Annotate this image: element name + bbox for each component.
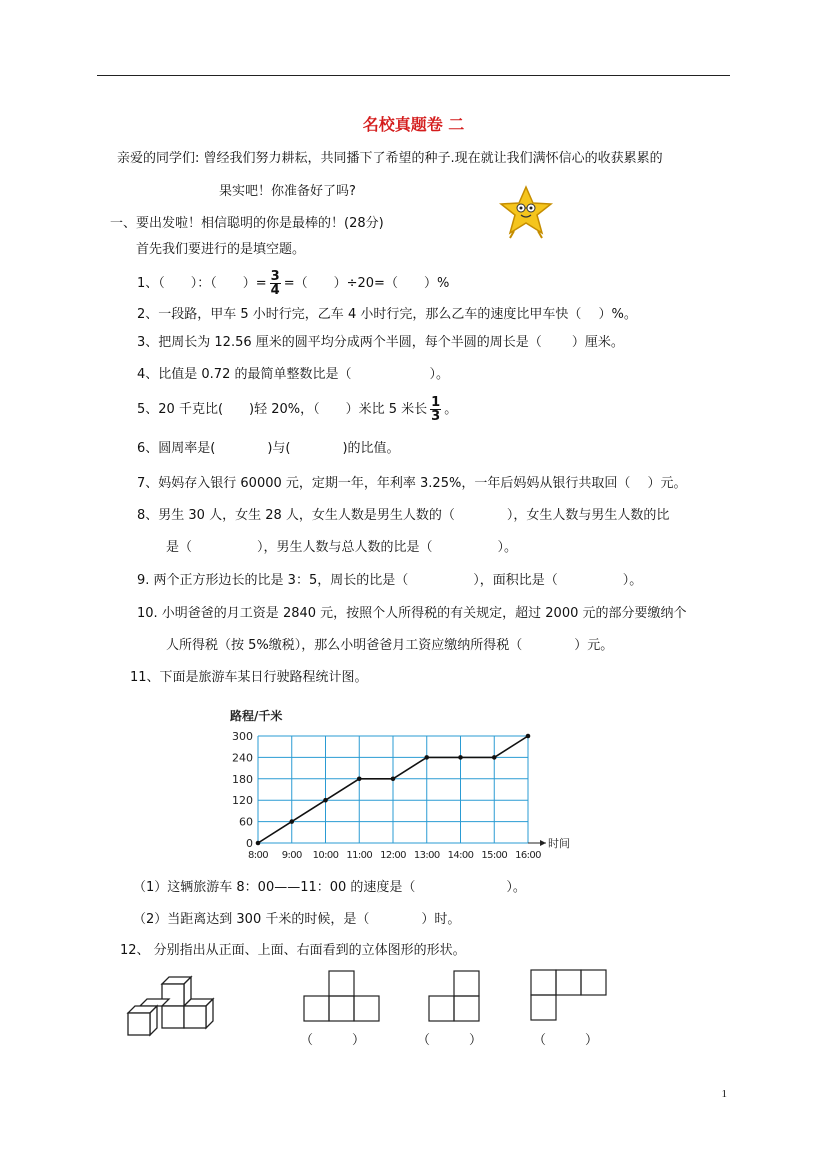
fraction-denominator: 4 bbox=[270, 283, 280, 298]
data-point bbox=[256, 841, 261, 846]
question-3: 3、把周长为 12.56 厘米的圆平均分成两个半圆，每个半圆的周长是（ ）厘米。 bbox=[137, 335, 624, 350]
x-tick-label: 14:00 bbox=[447, 850, 474, 861]
question-11: 11、下面是旅游车某日行驶路程统计图。 bbox=[130, 670, 368, 685]
question-1 bbox=[137, 264, 449, 304]
x-axis-label: 时间 bbox=[548, 837, 570, 850]
intro-line-1: 亲爱的同学们: 曾经我们努力耕耘，共同播下了希望的种子.现在就让我们满怀信心的收获累累的 bbox=[117, 151, 663, 166]
y-tick-label: 120 bbox=[232, 794, 253, 808]
question-12: 12、 分别指出从正面、上面、右面看到的立体图形的形状。 bbox=[120, 943, 466, 958]
data-point bbox=[458, 755, 463, 760]
view-2-answer-blank: （ ） bbox=[417, 1033, 483, 1048]
view-shape-2 bbox=[427, 970, 485, 1024]
y-tick-label: 60 bbox=[239, 815, 253, 829]
x-tick-label: 12:00 bbox=[380, 850, 406, 861]
star-mascot-icon bbox=[494, 184, 558, 240]
data-point bbox=[391, 777, 396, 782]
x-tick-label: 10:00 bbox=[312, 850, 339, 861]
y-tick-label: 0 bbox=[246, 837, 253, 850]
question-8-line-1: 8、男生 30 人，女生 28 人，女生人数是男生人数的（ ），女生人数与男生人数的比 bbox=[137, 508, 670, 523]
x-tick-label: 16:00 bbox=[515, 850, 541, 861]
fraction-one-third bbox=[430, 396, 441, 423]
top-rule bbox=[97, 75, 730, 76]
question-10-line-1: 10. 小明爸爸的月工资是 2840 元，按照个人所得税的有关规定，超过 2000 元的部分要缴纳个 bbox=[137, 606, 687, 621]
x-tick-label: 13:00 bbox=[413, 850, 440, 861]
x-tick-label: 8:00 bbox=[247, 850, 269, 861]
view-shape-3 bbox=[529, 968, 609, 1024]
data-point bbox=[357, 777, 362, 782]
y-tick-label: 300 bbox=[232, 730, 253, 743]
fraction-three-quarters bbox=[270, 270, 281, 297]
section-1-heading: 一、要出发啦！相信聪明的你是最棒的！(28分) bbox=[110, 216, 384, 231]
question-1-part-a: 1、（ ）：（ ）= bbox=[137, 276, 267, 291]
question-5 bbox=[137, 390, 457, 430]
question-9: 9. 两个正方形边长的比是 3：5，周长的比是（ ），面积比是（ ）。 bbox=[137, 573, 643, 588]
question-1-part-b: =（ ）÷20=（ ）% bbox=[283, 276, 450, 291]
question-5-part-b: 。 bbox=[444, 402, 458, 417]
view-1-answer-blank: （ ） bbox=[300, 1033, 366, 1048]
data-point bbox=[289, 819, 294, 824]
intro-line-2: 果实吧！你准备好了吗? bbox=[219, 184, 356, 199]
y-tick-label: 180 bbox=[232, 772, 253, 786]
question-6: 6、圆周率是( )与( )的比值。 bbox=[137, 441, 400, 456]
data-point bbox=[492, 755, 497, 760]
x-axis-arrowhead bbox=[540, 840, 546, 846]
view-3-answer-blank: （ ） bbox=[533, 1033, 599, 1048]
question-5-part-a: 5、20 千克比( )轻 20%，（ ）米比 5 米长 bbox=[137, 402, 428, 417]
y-tick-label: 240 bbox=[232, 751, 253, 765]
data-point bbox=[323, 798, 328, 803]
question-11-part-1: （1）这辆旅游车 8：00——11：00 的速度是（ ）。 bbox=[133, 880, 526, 895]
question-7: 7、妈妈存入银行 60000 元，定期一年，年利率 3.25%，一年后妈妈从银行共取回（ ）元。 bbox=[137, 476, 687, 491]
page-number: 1 bbox=[721, 1088, 727, 1100]
page-title: 名校真题卷 二 bbox=[362, 115, 465, 134]
question-11-part-2: （2）当距离达到 300 千米的时候，是（ ）时。 bbox=[133, 912, 461, 927]
data-point bbox=[424, 755, 429, 760]
distance-line-chart bbox=[220, 700, 590, 865]
cube-solid-figure bbox=[124, 970, 218, 1042]
section-1-subtitle: 首先我们要进行的是填空题。 bbox=[136, 242, 306, 257]
data-point bbox=[526, 734, 531, 739]
question-8-line-2: 是（ ），男生人数与总人数的比是（ ）。 bbox=[166, 540, 518, 555]
fraction-denominator: 3 bbox=[431, 409, 441, 424]
x-tick-label: 15:00 bbox=[481, 850, 508, 861]
view-shape-1 bbox=[302, 970, 382, 1024]
x-tick-label: 11:00 bbox=[346, 850, 373, 861]
question-2: 2、一段路，甲车 5 小时行完，乙车 4 小时行完，那么乙车的速度比甲车快（ ）%。 bbox=[137, 307, 637, 322]
fraction-numerator: 1 bbox=[431, 395, 441, 410]
question-4: 4、比值是 0.72 的最简单整数比是（ ）。 bbox=[137, 367, 449, 382]
question-10-line-2: 人所得税（按 5%缴税），那么小明爸爸月工资应缴纳所得税（ ）元。 bbox=[166, 638, 614, 653]
y-axis-label: 路程/千米 bbox=[230, 709, 283, 723]
x-tick-label: 9:00 bbox=[281, 850, 302, 861]
fraction-numerator: 3 bbox=[270, 269, 280, 284]
